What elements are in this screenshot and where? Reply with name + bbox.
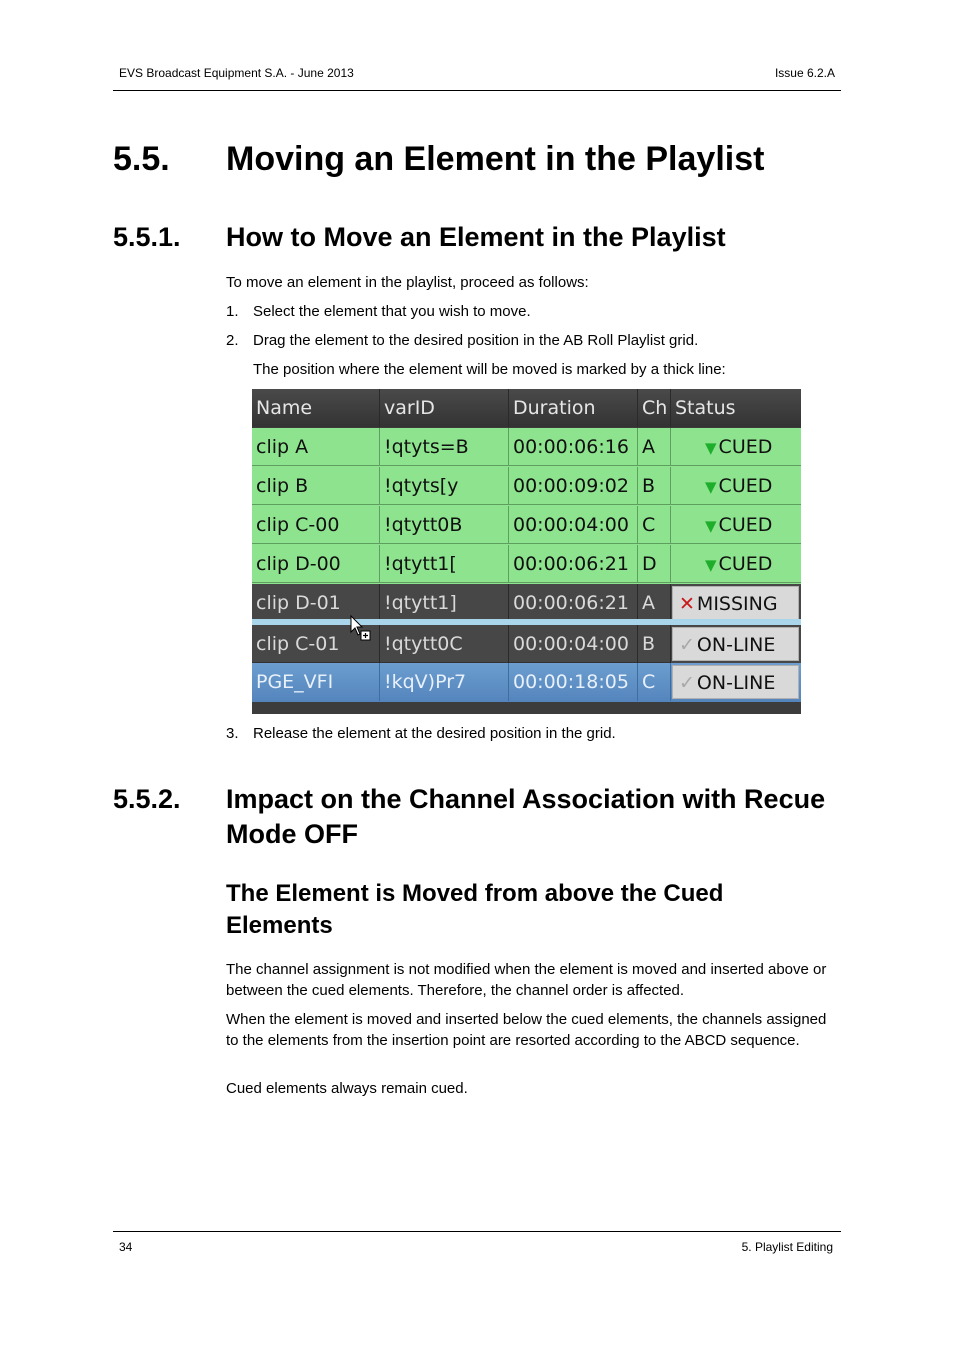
column-header-duration[interactable]: Duration <box>509 389 638 427</box>
cell-duration: 00:00:06:21 <box>509 584 638 622</box>
cell-status <box>671 506 801 544</box>
cell-duration: 00:00:06:16 <box>509 428 638 466</box>
cell-status <box>671 467 801 505</box>
status-text: MISSING <box>696 593 778 615</box>
subsection-title: How to Move an Element in the Playlist <box>226 222 726 252</box>
cell-channel: C <box>638 663 671 701</box>
column-header-varid[interactable]: varID <box>380 389 509 427</box>
cell-duration: 00:00:09:02 <box>509 467 638 505</box>
topic-heading: The Element is Moved from above the Cued Elements <box>226 880 724 939</box>
subsection-heading-1 <box>113 220 813 255</box>
cell-name: clip D-01 <box>252 584 380 622</box>
table-row[interactable] <box>252 428 801 467</box>
step-text: Drag the element to the desired position in the AB Roll Playlist grid. <box>253 332 699 349</box>
subsection-title: Impact on the Channel Association with Recue Mode OFF <box>226 784 826 849</box>
cell-channel: C <box>638 506 671 544</box>
status-badge <box>672 586 799 620</box>
step-text: Release the element at the desired position in the grid. <box>253 725 616 742</box>
ab-roll-playlist-grid <box>252 389 801 714</box>
header-left: EVS Broadcast Equipment S.A. - June 2013 <box>119 66 354 80</box>
step-note-text: The position where the element will be moved is marked by a thick line: <box>253 361 726 378</box>
cell-channel: A <box>638 428 671 466</box>
section-heading <box>113 140 813 180</box>
step-text: Select the element that you wish to move. <box>253 303 531 320</box>
cell-duration: 00:00:04:00 <box>509 506 638 544</box>
grid-header <box>252 389 801 427</box>
cued-arrow-icon: ▼ <box>705 439 717 457</box>
section-number: 5.5. <box>113 140 170 178</box>
cell-name: clip D-00 <box>252 545 380 583</box>
cell-name: clip B <box>252 467 380 505</box>
cell-status <box>671 428 801 466</box>
status-badge <box>672 627 799 661</box>
table-row-selected[interactable] <box>252 663 801 702</box>
column-header-channel[interactable]: Ch <box>638 389 671 427</box>
cell-channel: D <box>638 545 671 583</box>
body-paragraph: When the element is moved and inserted below the cued elements, the channels assigned to the elements from the insertion point are resorted according to the ABCD sequence. <box>226 1011 827 1049</box>
table-row[interactable] <box>252 506 801 545</box>
cued-arrow-icon: ▼ <box>705 517 717 535</box>
cell-varid: !qtytt1[ <box>380 545 509 583</box>
intro-paragraph: To move an element in the playlist, proceed as follows: <box>226 274 589 291</box>
status-badge <box>672 665 799 699</box>
step-item <box>226 723 842 744</box>
cell-name: PGE_VFI <box>252 663 380 701</box>
cell-varid: !qtytt0C <box>380 625 509 663</box>
cued-arrow-icon: ▼ <box>705 478 717 496</box>
page-footer <box>113 1231 841 1256</box>
cell-channel: A <box>638 584 671 622</box>
cell-duration: 00:00:04:00 <box>509 625 638 663</box>
table-row[interactable] <box>252 467 801 506</box>
step-note <box>226 359 842 380</box>
table-row[interactable] <box>252 545 801 584</box>
subsection-heading-2 <box>113 782 841 852</box>
column-header-name[interactable]: Name <box>252 389 380 427</box>
status-text: CUED <box>718 553 773 575</box>
status-text: CUED <box>718 514 773 536</box>
body-paragraph: Cued elements always remain cued. <box>226 1080 468 1097</box>
cell-duration: 00:00:18:05 <box>509 663 638 701</box>
subsection-number: 5.5.2. <box>113 784 181 814</box>
cell-varid: !kqV)Pr7 <box>380 663 509 701</box>
check-icon: ✓ <box>679 672 695 694</box>
cell-name: clip C-01 <box>252 625 380 663</box>
step-number: 2. <box>226 332 239 349</box>
body-paragraph: The channel assignment is not modified when the element is moved and inserted above or between the cued elements. Therefore, the channel order is affected. <box>226 961 827 999</box>
table-row[interactable] <box>252 584 801 623</box>
page-number: 34 <box>119 1240 133 1254</box>
cell-channel: B <box>638 467 671 505</box>
column-header-status[interactable]: Status <box>675 397 736 419</box>
chapter-title: 5. Playlist Editing <box>741 1240 833 1254</box>
cell-varid: !qtyts[y <box>380 467 509 505</box>
cell-status <box>671 545 801 583</box>
step-item <box>226 301 842 322</box>
step-item <box>226 330 842 351</box>
subsection-number: 5.5.1. <box>113 222 181 252</box>
page-header <box>113 66 841 91</box>
cell-varid: !qtytt0B <box>380 506 509 544</box>
status-text: ON-LINE <box>696 634 776 656</box>
cell-name: clip A <box>252 428 380 466</box>
cell-channel: B <box>638 625 671 663</box>
cell-name: clip C-00 <box>252 506 380 544</box>
status-text: CUED <box>718 436 773 458</box>
step-number: 3. <box>226 725 239 742</box>
cell-duration: 00:00:06:21 <box>509 545 638 583</box>
section-title: Moving an Element in the Playlist <box>226 140 765 178</box>
drag-cursor-icon <box>350 615 374 643</box>
cell-varid: !qtyts=B <box>380 428 509 466</box>
cell-varid: !qtytt1] <box>380 584 509 622</box>
check-icon: ✓ <box>679 634 695 656</box>
table-row[interactable] <box>252 625 801 664</box>
missing-x-icon: ✕ <box>679 593 695 615</box>
status-text: ON-LINE <box>696 672 776 694</box>
step-number: 1. <box>226 303 239 320</box>
header-right: Issue 6.2.A <box>774 66 835 80</box>
status-text: CUED <box>718 475 773 497</box>
cued-arrow-icon: ▼ <box>705 556 717 574</box>
